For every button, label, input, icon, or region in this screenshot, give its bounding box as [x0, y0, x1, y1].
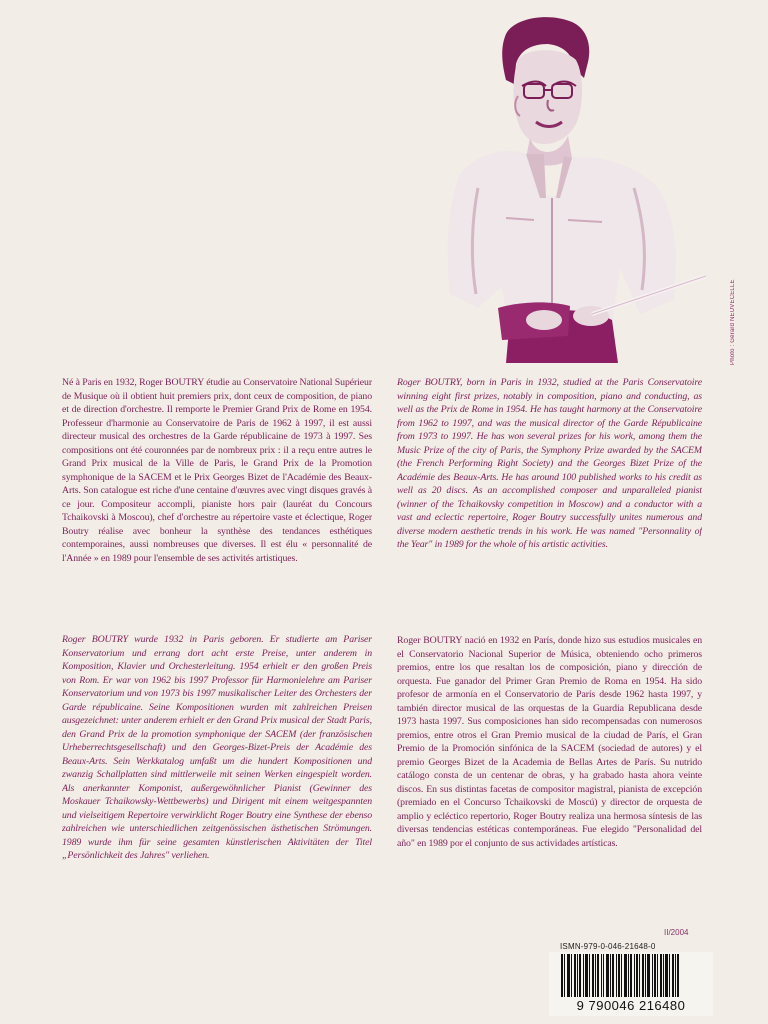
- portrait-photo: [436, 8, 731, 363]
- barcode-number: 9 790046 216480: [576, 998, 686, 1013]
- german-biography: Roger BOUTRY wurde 1932 in Paris geboren. Er studierte am Pariser Konservatorium und errang dort acht erste Preise, unter anderem in Komposition, Klavier und Orchesterleitung. 1954 erhielt er den großen Preis von Rom. Er war von 1962 bis 1997 Professor für Harmonielehre am Pariser Konservatorium und von 1973 bis 1997 musikalischer Leiter des Orchesters der Garde républicaine. Seine Kompositionen wurden mit zahlreichen Preisen ausgezeichnet: unter anderem erhielt er den Grand Prix musical der Stadt Paris, den Grand Prix de la promotion symphonique der SACEM (der französischen Urheberrechtsgesellschaft) und den Georges-Bizet-Preis der Académie des Beaux-Arts. Sein Werkkatalog umfaßt um die hundert Kompositionen und zwanzig Schallplatten sind mittlerweile mit seinen Werken eingespielt worden. Als anerkannter Komponist, außergewöhnlicher Pianist (Gewinner des Moskauer Tchaikowsky-Wettbewerbs) und Dirigent mit einem weitgespannten und vielseitigem Repertoire verwirklicht Roger Boutry eine Synthese der ebenso zahlreichen wie unterschiedlichen zeitgenössischen ästhetischen Strömungen. 1989 wurde ihm für seine gesamten künstlerischen Aktivitäten der Titel „Persönlichkeit des Jahres" verliehen.: [62, 634, 372, 861]
- photo-credit: Photo : Gérard NEUVECELLE: [730, 279, 736, 365]
- barcode: [549, 952, 713, 1016]
- english-biography: Roger BOUTRY, born in Paris in 1932, studied at the Paris Conservatoire winning eight first prizes, notably in composition, piano and conducting, as well as the Prix de Rome in 1954. He has taught harmony at the Conservatoire from 1962 to 1997, and was the musical director of the Garde Républicaine from 1973 to 1997. He has won several prizes for his work, among them the Music Prize of the city of Paris, the Symphony Prize awarded by the SACEM (the French Performing Right Society) and the Georges Bizet Prize of the Académie des Beaux-Arts. He has around 100 published works to his credit as well as 20 discs. As an accomplished composer and unparalleled pianist (winner of the Tchaikovsky competition in Moscow) and a conductor with a vast and eclectic repertoire, Roger Boutry successfully unites numerous and diverse modern aesthetic trends in his work. He was named "Personnality of the Year" in 1989 for the whole of his artistic activities.: [397, 377, 702, 550]
- ismn-number: ISMN-979-0-046-21648-0: [560, 942, 656, 951]
- barcode-bars: [561, 954, 707, 997]
- spanish-biography: Roger BOUTRY nació en 1932 en París, donde hizo sus estudios musicales en el Conservatorio Nacional Superior de Música, obteniendo ocho primeros premios, entre los que resaltan los de composición, piano y dirección de orquesta. Fue ganador del Primer Gran Premio de Roma en 1954. Ha sido profesor de armonía en el Conservatorio de París desde 1962 hasta 1997, y también director musical de las orquestas de la Guardia Republicana desde 1973 hasta 1997. Sus composiciones han sido recompensadas con numerosos premios, entre otros el Gran Premio musical de la ciudad de París, el Gran Premio de la Promoción sinfónica de la SACEM (sociedad de autores) y el premio Georges Bizet de la Academia de Bellas Artes de París. Su nutrido catálogo consta de un centenar de obras, y ha grabado hasta ahora veinte discos. En sus distintas facetas de compositor magistral, pianista de excepción (premiado en el Concurso Tchaikovski de Moscú) y director de orquesta de amplio y ecléctico repertorio, Roger Boutry realiza una hermosa síntesis de las diversas tendencias estéticas contemporáneas. Fue elegido "Personalidad del año" en 1989 por el conjunto de sus actividades artísticas.: [397, 635, 702, 849]
- portrait-illustration: [436, 8, 731, 363]
- publication-code: II/2004: [664, 928, 689, 937]
- french-biography: Né à Paris en 1932, Roger BOUTRY étudie au Conservatoire National Supérieur de Musique où il obtient huit premiers prix, dont ceux de composition, de piano et de direction d'orchestre. Il remporte le Premier Grand Prix de Rome en 1954. Professeur d'harmonie au Conservatoire de Paris de 1962 à 1997, il est aussi directeur musical des orchestres de la Garde républicaine de 1973 à 1997. Ses compositions ont été couronnées par de nombreux prix : il a reçu entre autres le Grand Prix musical de la Ville de Paris, le Grand Prix de la Promotion symphonique de la SACEM et le Prix Georges Bizet de l'Académie des Beaux-Arts. Son catalogue est riche d'une centaine d'œuvres avec vingt disques gravés à ce jour. Compositeur accompli, pianiste hors pair (lauréat du Concours Tchaikovski à Moscou), chef d'orchestre au répertoire vaste et éclectique, Roger Boutry réalise avec bonheur la synthèse des tendances esthétiques contemporaines, aussi nombreuses que diverses. Il est élu « personnalité de l'Année » en 1989 pour l'ensemble de ses activités artistiques.: [62, 377, 372, 564]
